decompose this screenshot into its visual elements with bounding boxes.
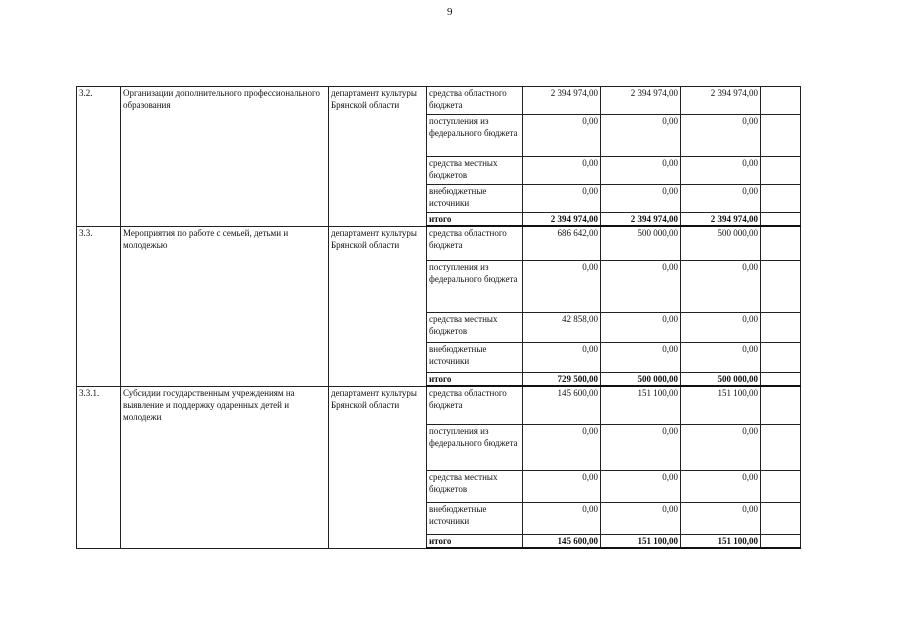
- amount-cell: 0,00: [681, 342, 761, 372]
- funding-source-label: средства областного бюджета: [427, 87, 523, 115]
- item-name: Мероприятия по работе с семьей, детьми и молодежью: [121, 226, 329, 386]
- empty-cell: [761, 470, 801, 502]
- funding-source-label: средства областного бюджета: [427, 386, 523, 424]
- item-executor: департамент культуры Брянской области: [329, 87, 427, 227]
- empty-cell: [761, 372, 801, 386]
- budget-table: [76, 86, 801, 549]
- amount-cell: 0,00: [681, 424, 761, 470]
- empty-cell: [761, 157, 801, 185]
- empty-cell: [761, 424, 801, 470]
- amount-cell: 0,00: [601, 470, 681, 502]
- amount-cell: 500 000,00: [601, 226, 681, 260]
- total-amount-cell: 151 100,00: [601, 534, 681, 548]
- amount-cell: 0,00: [523, 260, 601, 312]
- funding-source-label: поступления из федерального бюджета: [427, 424, 523, 470]
- amount-cell: 0,00: [523, 157, 601, 185]
- total-amount-cell: 500 000,00: [601, 372, 681, 386]
- total-label: итого: [427, 372, 523, 386]
- total-amount-cell: 2 394 974,00: [523, 213, 601, 227]
- amount-cell: 0,00: [601, 115, 681, 157]
- amount-cell: 0,00: [601, 312, 681, 342]
- total-amount-cell: 151 100,00: [681, 534, 761, 548]
- page-number: 9: [447, 6, 453, 18]
- item-code: 3.2.: [77, 87, 121, 227]
- empty-cell: [761, 87, 801, 115]
- total-amount-cell: 729 500,00: [523, 372, 601, 386]
- amount-cell: 42 858,00: [523, 312, 601, 342]
- item-name: Организации дополнительного профессионального образования: [121, 87, 329, 227]
- funding-source-label: средства областного бюджета: [427, 226, 523, 260]
- item-code: 3.3.1.: [77, 386, 121, 548]
- item-executor: департамент культуры Брянской области: [329, 226, 427, 386]
- empty-cell: [761, 213, 801, 227]
- amount-cell: 2 394 974,00: [601, 87, 681, 115]
- empty-cell: [761, 342, 801, 372]
- total-amount-cell: 145 600,00: [523, 534, 601, 548]
- amount-cell: 0,00: [681, 157, 761, 185]
- funding-source-label: средства местных бюджетов: [427, 470, 523, 502]
- amount-cell: 2 394 974,00: [681, 87, 761, 115]
- total-amount-cell: 2 394 974,00: [601, 213, 681, 227]
- amount-cell: 0,00: [523, 424, 601, 470]
- amount-cell: 0,00: [523, 342, 601, 372]
- funding-source-label: внебюджетные источники: [427, 502, 523, 534]
- amount-cell: 0,00: [523, 502, 601, 534]
- amount-cell: 0,00: [601, 502, 681, 534]
- amount-cell: 0,00: [681, 115, 761, 157]
- empty-cell: [761, 534, 801, 548]
- total-label: итого: [427, 534, 523, 548]
- empty-cell: [761, 185, 801, 213]
- empty-cell: [761, 115, 801, 157]
- empty-cell: [761, 226, 801, 260]
- amount-cell: 0,00: [601, 185, 681, 213]
- table-row: [77, 87, 801, 115]
- table-row: [77, 226, 801, 260]
- funding-source-label: внебюджетные источники: [427, 185, 523, 213]
- total-label: итого: [427, 213, 523, 227]
- funding-source-label: внебюджетные источники: [427, 342, 523, 372]
- amount-cell: 0,00: [601, 424, 681, 470]
- amount-cell: 0,00: [601, 260, 681, 312]
- amount-cell: 0,00: [601, 157, 681, 185]
- total-amount-cell: 2 394 974,00: [681, 213, 761, 227]
- table-row: [77, 386, 801, 424]
- amount-cell: 151 100,00: [601, 386, 681, 424]
- amount-cell: 0,00: [523, 115, 601, 157]
- amount-cell: 500 000,00: [681, 226, 761, 260]
- amount-cell: 0,00: [681, 312, 761, 342]
- amount-cell: 686 642,00: [523, 226, 601, 260]
- amount-cell: 0,00: [601, 342, 681, 372]
- amount-cell: 0,00: [681, 470, 761, 502]
- amount-cell: 0,00: [681, 185, 761, 213]
- amount-cell: 0,00: [523, 470, 601, 502]
- amount-cell: 151 100,00: [681, 386, 761, 424]
- table-body: [77, 87, 801, 549]
- amount-cell: 145 600,00: [523, 386, 601, 424]
- amount-cell: 0,00: [681, 260, 761, 312]
- empty-cell: [761, 312, 801, 342]
- item-executor: департамент культуры Брянской области: [329, 386, 427, 548]
- funding-source-label: поступления из федерального бюджета: [427, 115, 523, 157]
- amount-cell: 2 394 974,00: [523, 87, 601, 115]
- item-code: 3.3.: [77, 226, 121, 386]
- empty-cell: [761, 502, 801, 534]
- empty-cell: [761, 386, 801, 424]
- amount-cell: 0,00: [523, 185, 601, 213]
- funding-source-label: средства местных бюджетов: [427, 157, 523, 185]
- funding-source-label: поступления из федерального бюджета: [427, 260, 523, 312]
- funding-source-label: средства местных бюджетов: [427, 312, 523, 342]
- item-name: Субсидии государственным учреждениям на выявление и поддержку одаренных детей и молодежи: [121, 386, 329, 548]
- total-amount-cell: 500 000,00: [681, 372, 761, 386]
- empty-cell: [761, 260, 801, 312]
- amount-cell: 0,00: [681, 502, 761, 534]
